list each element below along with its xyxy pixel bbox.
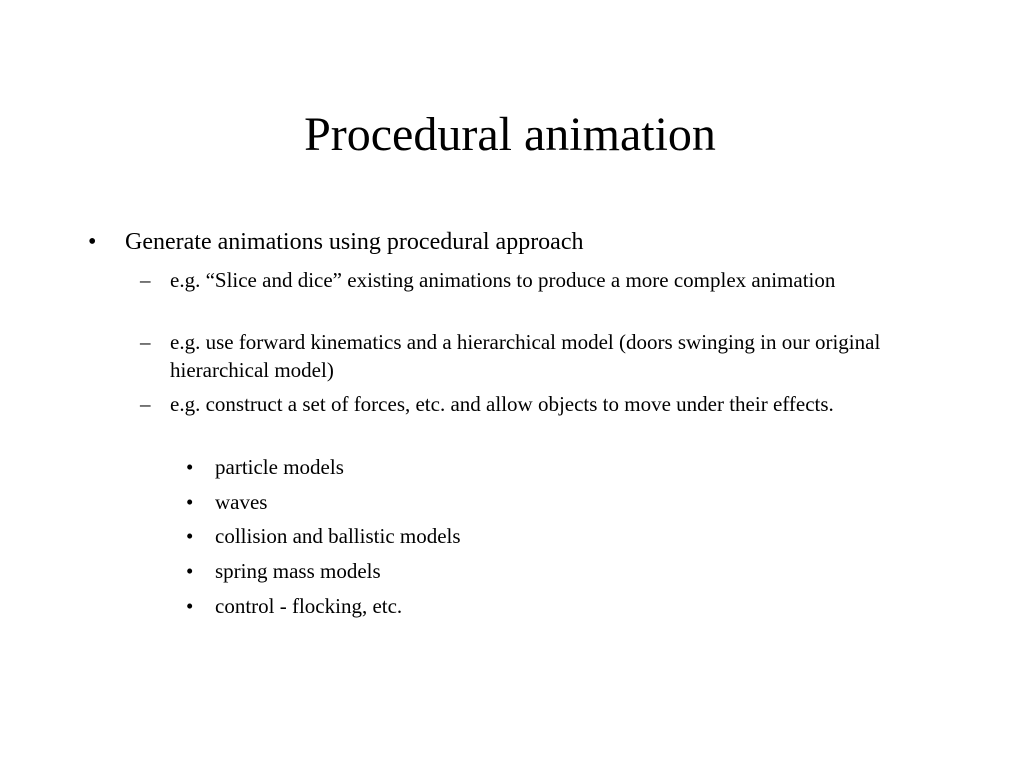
subsub-bullet-control-flocking — [186, 592, 686, 620]
subsub-bullet-collision-ballistic — [186, 522, 686, 550]
bullet-marker: • — [186, 524, 194, 548]
subsub-bullet-text: control - flocking, etc. — [215, 594, 403, 618]
bullet-marker: • — [186, 455, 194, 479]
sub-bullet-forces — [140, 390, 930, 418]
bullet-marker: • — [186, 594, 194, 618]
bullet-text: Generate animations using procedural approach — [125, 229, 584, 255]
dash-marker: – — [140, 268, 151, 292]
subsub-bullet-spring-mass — [186, 557, 686, 585]
sub-bullet-slice-and-dice — [140, 266, 930, 294]
subsub-bullet-text: collision and ballistic models — [215, 524, 461, 548]
subsub-bullet-text: waves — [215, 490, 268, 514]
subsub-bullet-particle-models — [186, 453, 686, 481]
bullet-marker: • — [186, 559, 194, 583]
subsub-bullet-text: spring mass models — [215, 559, 381, 583]
bullet-marker: • — [88, 229, 97, 255]
subsub-bullet-text: particle models — [215, 455, 344, 479]
sub-bullet-text: e.g. use forward kinematics and a hierarchical model (doors swinging in our original hierarchical model) — [170, 330, 881, 382]
sub-bullet-text: e.g. construct a set of forces, etc. and allow objects to move under their effects. — [170, 392, 834, 416]
sub-bullet-text: e.g. “Slice and dice” existing animations to produce a more complex animation — [170, 268, 836, 292]
dash-marker: – — [140, 392, 151, 416]
dash-marker: – — [140, 330, 151, 354]
sub-bullet-forward-kinematics — [140, 328, 930, 384]
bullet-marker: • — [186, 490, 194, 514]
subsub-bullet-waves — [186, 488, 686, 516]
slide-title: Procedural animation — [304, 108, 716, 161]
